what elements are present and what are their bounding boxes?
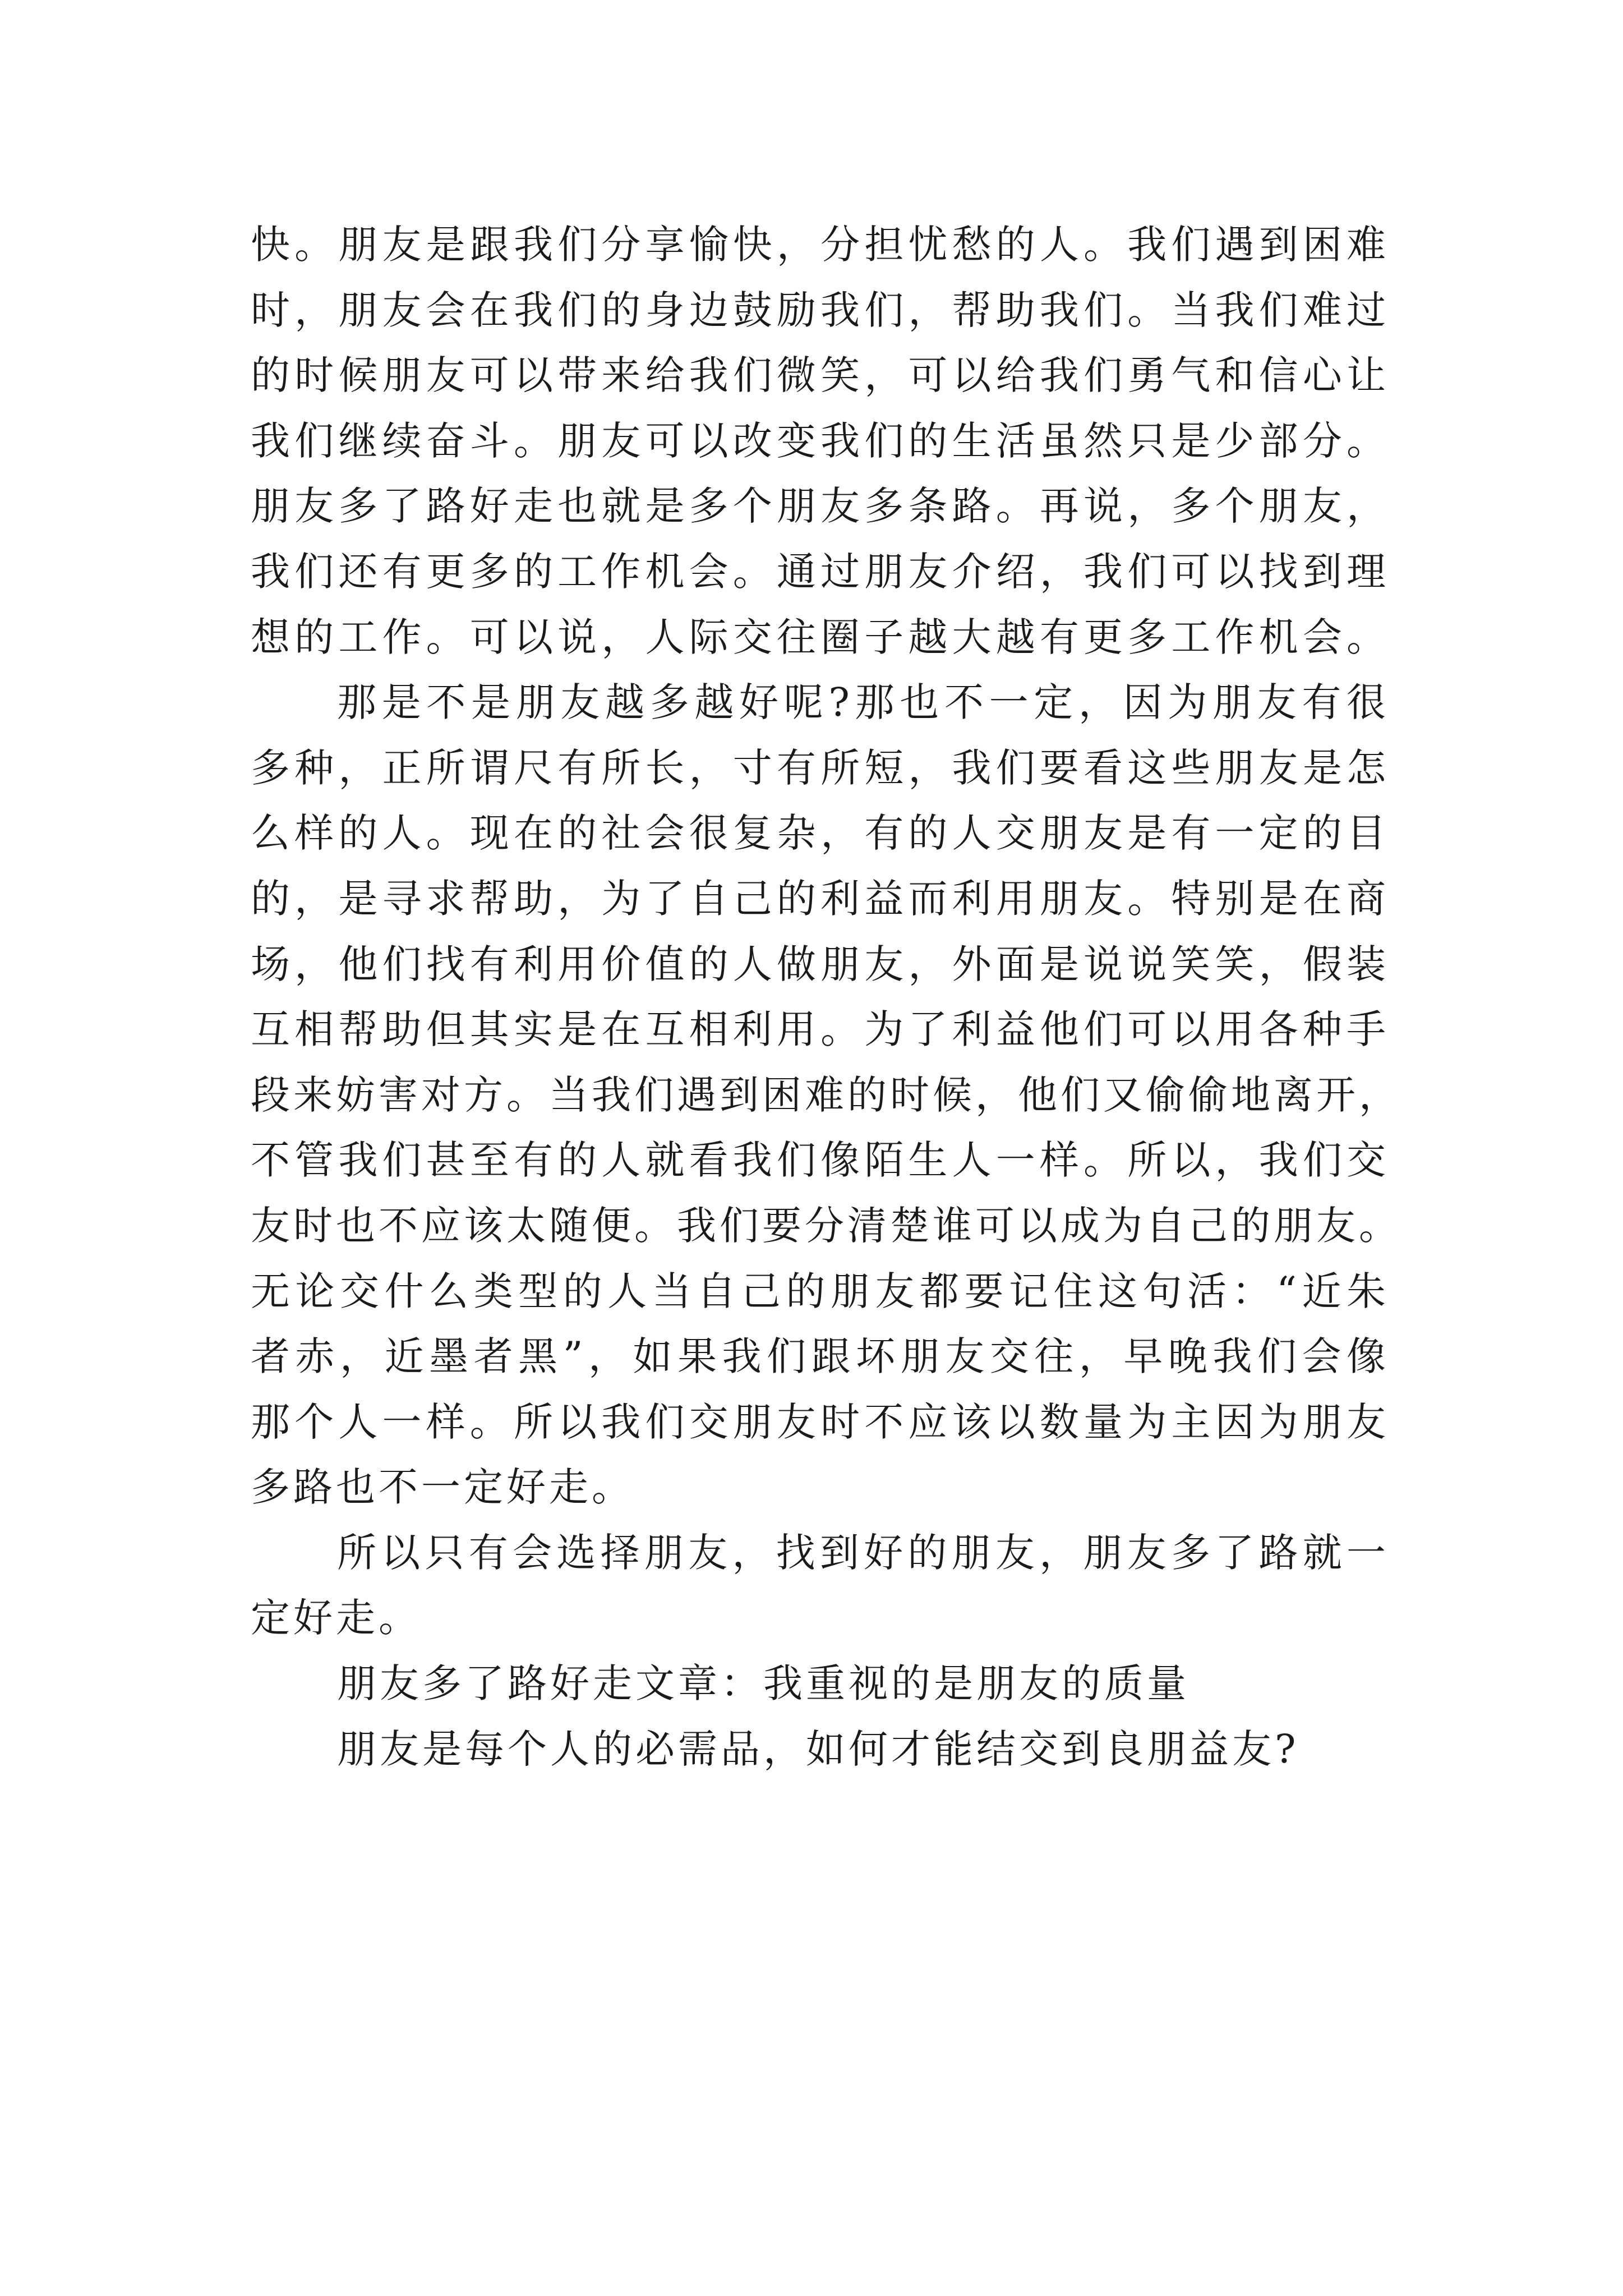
text-line: 朋友多了路好走也就是多个朋友多条路。再说，多个朋友，	[251, 483, 1389, 530]
document-body	[251, 212, 1401, 1782]
text-line: 场，他们找有利用价值的人做朋友，外面是说说笑笑，假装	[251, 941, 1389, 987]
text-line: 友时也不应该太随便。我们要分清楚谁可以成为自己的朋友。	[251, 1202, 1401, 1249]
paragraph-last-line: 多路也不一定好走。	[251, 1464, 634, 1511]
section-heading: 朋友多了路好走文章：我重视的是朋友的质量	[337, 1660, 1189, 1707]
paragraph-first-line: 朋友是每个人的必需品，如何才能结交到良朋益友?	[337, 1726, 1299, 1772]
text-line: 者赤，近墨者黑”，如果我们跟坏朋友交往，早晚我们会像	[251, 1333, 1389, 1380]
paragraph-first-line: 那是不是朋友越多越好呢?那也不一定，因为朋友有很	[337, 679, 1389, 726]
text-line: 不管我们甚至有的人就看我们像陌生人一样。所以，我们交	[251, 1137, 1389, 1184]
text-line: 段来妨害对方。当我们遇到困难的时候，他们又偷偷地离开，	[251, 1071, 1401, 1118]
paragraph-first-line: 所以只有会选择朋友，找到好的朋友，朋友多了路就一	[337, 1529, 1389, 1576]
text-line: 么样的人。现在的社会很复杂，有的人交朋友是有一定的目	[251, 810, 1389, 857]
text-line: 时，朋友会在我们的身边鼓励我们，帮助我们。当我们难过	[251, 287, 1389, 333]
text-line: 互相帮助但其实是在互相利用。为了利益他们可以用各种手	[251, 1006, 1389, 1053]
text-line: 快。朋友是跟我们分享愉快，分担忧愁的人。我们遇到困难	[251, 222, 1389, 268]
text-line: 我们继续奋斗。朋友可以改变我们的生活虽然只是少部分。	[251, 417, 1389, 464]
text-line: 无论交什么类型的人当自己的朋友都要记住这句活：“近朱	[251, 1268, 1389, 1314]
text-line: 的时候朋友可以带来给我们微笑，可以给我们勇气和信心让	[251, 352, 1389, 399]
text-line: 的，是寻求帮助，为了自己的利益而利用朋友。特别是在商	[251, 875, 1389, 922]
text-line: 想的工作。可以说，人际交往圈子越大越有更多工作机会。	[251, 614, 1389, 660]
text-line: 那个人一样。所以我们交朋友时不应该以数量为主因为朋友	[251, 1398, 1389, 1445]
text-line: 我们还有更多的工作机会。通过朋友介绍，我们可以找到理	[251, 548, 1389, 595]
text-line: 多种，正所谓尺有所长，寸有所短，我们要看这些朋友是怎	[251, 744, 1389, 791]
paragraph-last-line: 定好走。	[251, 1595, 421, 1641]
